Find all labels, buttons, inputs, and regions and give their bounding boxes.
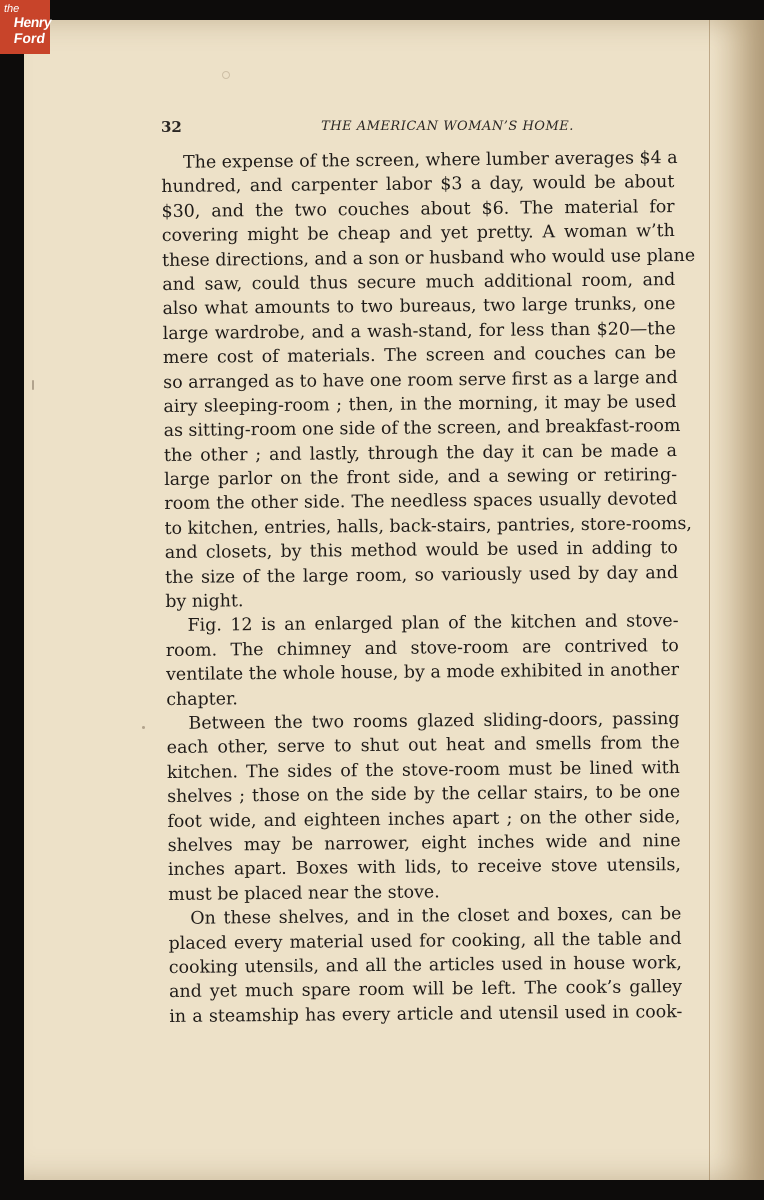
text-line: these directions, and a son or husband who would use plane xyxy=(161,245,696,271)
henry-ford-logo xyxy=(0,0,53,54)
text-line: shelves may be narrower, eight inches wide and nine xyxy=(167,830,681,856)
text-line: Fig. 12 is an enlarged plan of the kitchen and stove- xyxy=(187,611,679,637)
body-text xyxy=(161,146,696,1029)
paper-mark xyxy=(32,380,34,390)
text-line: hundred, and carpenter labor $3 a day, would be about xyxy=(161,172,675,198)
logo-text-ford: Ford xyxy=(12,30,47,46)
text-line: must be placed near the stove. xyxy=(168,882,440,905)
text-line: foot wide, and eighteen inches apart ; on the other side, xyxy=(167,806,681,832)
text-line: large parlor on the front side, and a sewing or retiring- xyxy=(164,465,678,491)
text-line: the other ; and lastly, through the day it can be made a xyxy=(163,440,677,466)
text-line: ventilate the whole house, by a mode exhibited in another xyxy=(165,660,680,686)
logo-text-henry: Henry xyxy=(12,14,53,30)
text-line: $30, and the two couches about $6. The material for xyxy=(161,196,675,222)
text-line: room. The chimney and stove-room are contrived to xyxy=(165,635,679,661)
text-line: airy sleeping-room ; then, in the morning, it may be used xyxy=(163,391,677,417)
text-line: shelves ; those on the side by the cellar stairs, to be one xyxy=(167,782,681,808)
text-line: mere cost of materials. The screen and couches can be xyxy=(162,343,677,369)
text-line: and saw, could thus secure much additional room, and xyxy=(162,270,676,295)
text-line: On these shelves, and in the closet and boxes, can be xyxy=(190,904,682,929)
text-line: and yet much spare room will be left. The cook’s galley xyxy=(168,977,683,1003)
text-line: chapter. xyxy=(166,688,239,710)
paper-speck xyxy=(142,726,145,729)
text-line: kitchen. The sides of the stove-room must be lined with xyxy=(166,757,681,783)
text-line: inches apart. Boxes with lids, to receive stove utensils, xyxy=(167,855,681,881)
text-line: so arranged as to have one room serve first as a large and xyxy=(163,367,678,393)
text-line: placed every material used for cooking, all the table and xyxy=(168,928,682,954)
text-line: in a steamship has every article and utensil used in cook- xyxy=(169,1001,683,1027)
text-line: and closets, by this method would be used in adding to xyxy=(164,538,678,564)
page-header xyxy=(161,118,674,138)
page-edge-shadow xyxy=(709,20,764,1180)
running-title: THE AMERICAN WOMAN’S HOME. xyxy=(321,119,574,134)
text-line: by night. xyxy=(165,591,244,613)
text-line: the size of the large room, so variously used by day and xyxy=(164,562,679,588)
logo-text-the: the xyxy=(4,3,20,15)
text-line: each other, serve to shut out heat and smells from the xyxy=(166,733,680,759)
text-line: as sitting-room one side of the screen, and breakfast-room xyxy=(163,416,681,442)
text-line: The expense of the screen, where lumber averages $4 a xyxy=(183,148,678,173)
text-line: room the other side. The needless spaces usually devoted xyxy=(164,489,678,515)
page-number: 32 xyxy=(161,118,182,136)
text-line: large wardrobe, and a wash-stand, for less than $20—the xyxy=(162,318,676,344)
text-line: Between the two rooms glazed sliding-doors, passing xyxy=(188,709,680,734)
text-line: also what amounts to two bureaus, two large trunks, one xyxy=(162,294,676,320)
text-line: covering might be cheap and yet pretty. A woman w’th xyxy=(161,221,675,247)
text-line: to kitchen, entries, halls, back-stairs, pantries, store-rooms, xyxy=(164,513,692,539)
text-line: cooking utensils, and all the articles used in house work, xyxy=(168,952,682,978)
paper-blemish xyxy=(222,71,230,79)
